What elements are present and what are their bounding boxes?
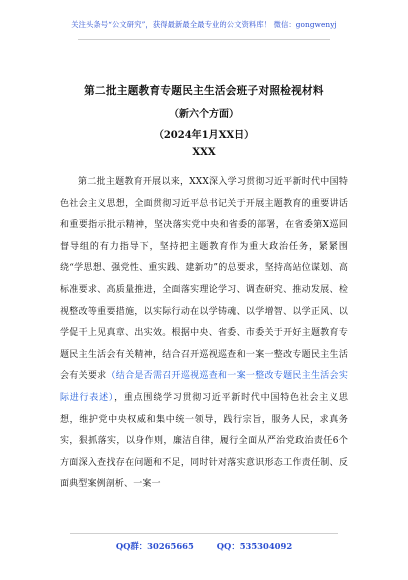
footer-qq: QQ：535304092 [216, 541, 293, 551]
header-divider [78, 39, 330, 40]
document-subtitle: （新六个方面） [169, 109, 239, 120]
body-text-highlight: （结合是否需召开巡视巡查和一案一整改专题民主生活会实际进行表述） [60, 371, 348, 403]
document-author: XXX [192, 147, 216, 158]
footer-contact [0, 540, 408, 552]
body-text-end: ，重点围绕学习贯彻习近平新时代中国特色社会主义思想，维护党中央权威和集中统一领导，践行宗旨，服务人民，求真务实，狠抓落实，以身作则，廉洁自律，履行全面从严治党政治责任6个方面深入查找存在问题和不足，同时针对落实意识形态工作责任制、反面典型案例剖析、一案一 [60, 392, 348, 490]
header-notice: 关注头条号“公文研究”，获得最新最全最专业的公文资料库！ 微信：gongwenyj [71, 20, 337, 29]
document-body-paragraph [60, 172, 348, 496]
document-title: 第二批主题教育专题民主生活会班子对照检视材料 [84, 85, 324, 97]
document-date: （2024年1月XX日） [153, 130, 255, 141]
footer-divider [70, 533, 338, 534]
body-text-start: 第二批主题教育开展以来，XXX深入学习贯彻习近平新时代中国特色社会主义思想，全面贯彻习近平总书记关于开展主题教育的重要讲话和重要指示批示精神，坚决落实党中央和省委的部署，在省委第X巡回督导组的有力指导下，坚持把主题教育作为重大政治任务，紧紧围绕“学思想、强党性、重实践、建新功”的总要求，坚持高站位谋划、高标准要求、高质量推进，全面落实理论学习、调查研究、推动发展、检视整改等重要措施，以实际行动在以学铸魂、以学增智、以学正风、以学促干上见真章、出实效。根据中央、省委、市委关于开好主题教育专题民主生活会有关精神，结合召开巡视巡查和一案一整改专题民主生活会有关要求 [60, 177, 348, 382]
footer-qq-group: QQ群：30265665 [115, 541, 194, 551]
